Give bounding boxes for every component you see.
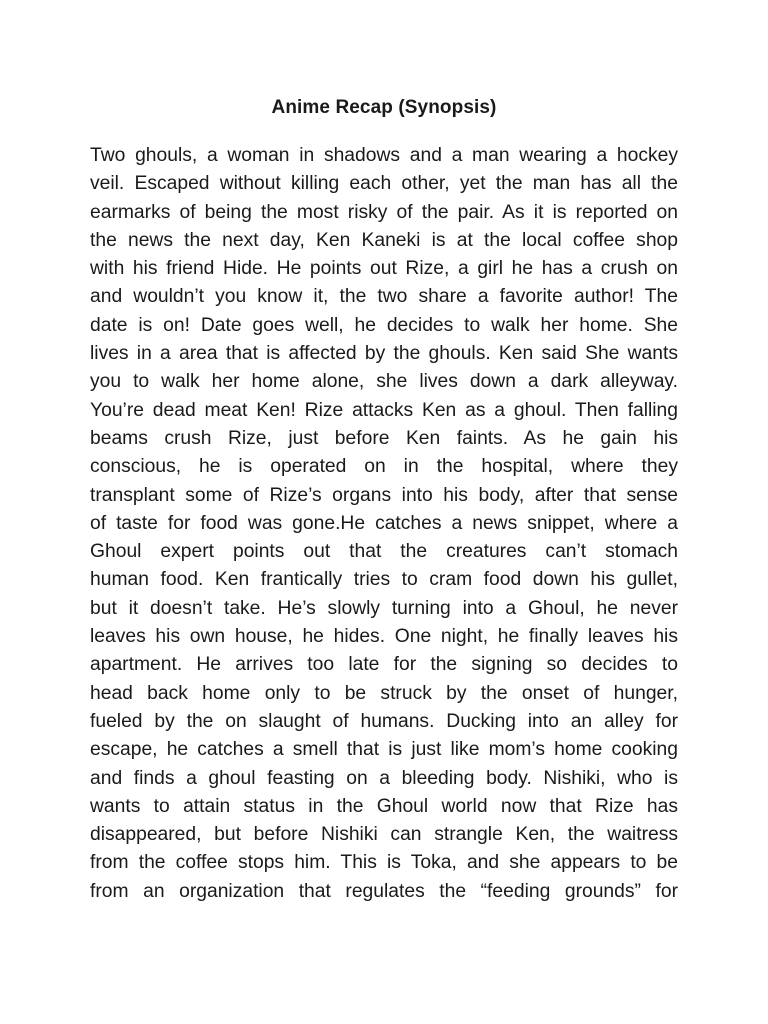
- body-line: and wouldn’t you know it, the two share a favorite author! The: [90, 286, 678, 308]
- body-line: with his friend Hide. He points out Rize, a girl he has a crush on: [90, 258, 678, 280]
- body-line: veil. Escaped without killing each other, yet the man has all the: [90, 173, 678, 195]
- body-line: You’re dead meat Ken! Rize attacks Ken as a ghoul. Then falling: [90, 399, 678, 421]
- body-line: and finds a ghoul feasting on a bleeding body. Nishiki, who is: [90, 767, 678, 789]
- body-line: from the coffee stops him. This is Toka, and she appears to be: [90, 852, 678, 874]
- body-line: from an organization that regulates the “feeding grounds” for: [90, 880, 678, 902]
- body-line: Two ghouls, a woman in shadows and a man wearing a hockey: [90, 145, 678, 166]
- body-line: apartment. He arrives too late for the signing so decides to: [90, 654, 678, 676]
- document-title: Anime Recap (Synopsis): [271, 97, 497, 118]
- body-line: fueled by the on slaught of humans. Ducking into an alley for: [90, 710, 678, 732]
- body-line: leaves his own house, he hides. One night, he finally leaves his: [90, 626, 678, 648]
- body-line: head back home only to be struck by the onset of hunger,: [90, 682, 678, 704]
- body-line: Ghoul expert points out that the creatures can’t stomach: [90, 541, 678, 563]
- body-line: beams crush Rize, just before Ken faints. As he gain his: [90, 427, 678, 449]
- body-line: lives in a area that is affected by the ghouls. Ken said She wants: [90, 343, 678, 365]
- body-line: disappeared, but before Nishiki can strangle Ken, the waitress: [90, 824, 678, 846]
- body-line: but it doesn’t take. He’s slowly turning into a Ghoul, he never: [90, 597, 678, 619]
- body-line: transplant some of Rize’s organs into his body, after that sense: [90, 484, 678, 506]
- body-line: date is on! Date goes well, he decides to walk her home. She: [90, 314, 678, 336]
- body-line: human food. Ken frantically tries to cram food down his gullet,: [90, 569, 678, 591]
- body-line: escape, he catches a smell that is just like mom’s home cooking: [90, 739, 678, 761]
- body-line: earmarks of being the most risky of the pair. As it is reported on: [90, 201, 678, 223]
- body-line: you to walk her home alone, she lives down a dark alleyway.: [90, 371, 678, 393]
- body-line: conscious, he is operated on in the hospital, where they: [90, 456, 678, 478]
- body-line: the news the next day, Ken Kaneki is at the local coffee shop: [90, 229, 678, 251]
- body-line: of taste for food was gone.He catches a news snippet, where a: [90, 512, 678, 534]
- body-line: wants to attain status in the Ghoul world now that Rize has: [90, 795, 678, 817]
- document-body: [90, 142, 678, 906]
